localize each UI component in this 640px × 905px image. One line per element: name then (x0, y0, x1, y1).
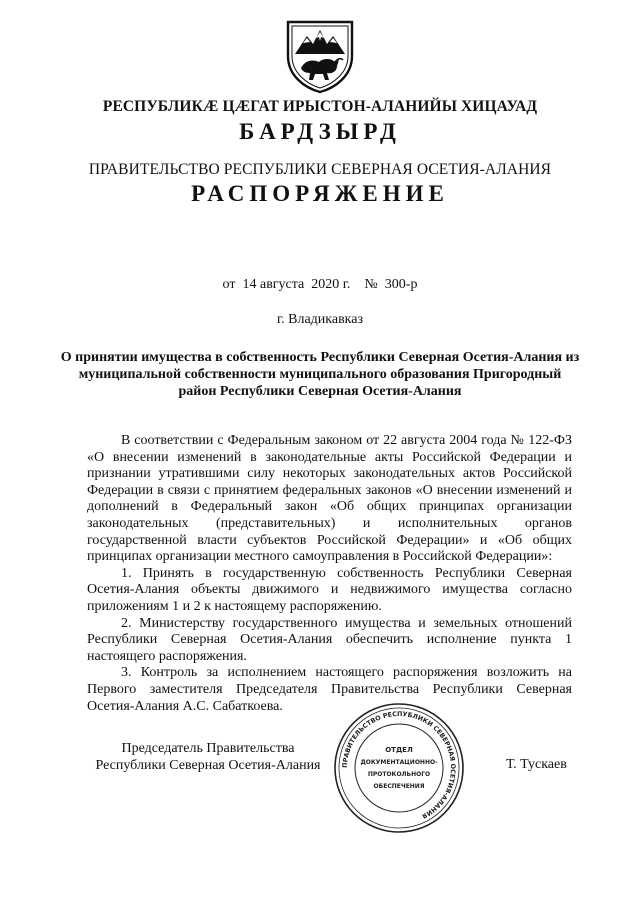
document-title: О принятии имущества в собственность Республики Северная Осетия-Алания из муниципальной собственности муниципального образования Пригородный район Республики Северная Осетия-Алания (60, 350, 580, 399)
russian-document-type: РАСПОРЯЖЕНИЕ (191, 181, 449, 206)
signatory-position (92, 740, 324, 774)
item-2-paragraph: 2. Министерству государственного имущества и земельных отношений Республики Северная Осетия-Алания обеспечить исполнение пункта 1 настоящего распоряжения. (87, 615, 572, 664)
coat-of-arms-emblem-icon (283, 16, 357, 94)
preamble-paragraph: В соответствии с Федеральным законом от 22 августа 2004 года № 122-ФЗ «О внесении изменений в законодательные акты Российской Федерации и признании утратившими силу некоторых законодательных актов Российской Федерации в связи с принятием федеральных законов «О внесении изменений и дополнений в Федеральный закон «Об общих принципах организации законодательных (представительных) и исполнительных органов государственной власти субъектов Российской Федерации» и «Об общих принципах организации местного самоуправления в Российской Федерации»: (87, 433, 572, 565)
seal-center-line-2: ДОКУМЕНТАЦИОННО- (360, 759, 438, 766)
seal-ring-text: ПРАВИТЕЛЬСТВО РЕСПУБЛИКИ СЕВЕРНАЯ ОСЕТИЯ-АЛАНИЯ (340, 709, 458, 821)
russian-government-heading: ПРАВИТЕЛЬСТВО РЕСПУБЛИКИ СЕВЕРНАЯ ОСЕТИЯ-АЛАНИЯ (88, 161, 552, 178)
official-seal-stamp (333, 702, 465, 834)
item-3-paragraph: 3. Контроль за исполнением настоящего распоряжения возложить на Первого заместителя Председателя Правительства Республики Северная Осетия-Алания А.С. Сабаткоева. (87, 665, 572, 714)
ossetian-government-heading: РЕСПУБЛИКӔ ЦӔГАТ ИРЫСТОН-АЛАНИЙЫ ХИЦАУАД (102, 98, 538, 115)
signatory-name: Т. Тускаев (506, 757, 567, 772)
document-date-number: от 14 августа 2020 г. № 300-р (222, 277, 418, 292)
signatory-position-line-2: Республики Северная Осетия-Алания (95, 758, 321, 773)
item-1-paragraph: 1. Принять в государственную собственность Республики Северная Осетия-Алания объекты движимого и недвижимого имущества согласно приложениям 1 и 2 к настоящему распоряжению. (87, 565, 572, 614)
document-city: г. Владикавказ (276, 312, 364, 327)
document-body (87, 433, 572, 715)
seal-center-line-1: ОТДЕЛ (385, 746, 413, 754)
seal-center-line-4: ОБЕСПЕЧЕНИЯ (373, 783, 425, 790)
signatory-position-line-1: Председатель Правительства (121, 741, 295, 756)
seal-center-line-3: ПРОТОКОЛЬНОГО (367, 771, 431, 778)
ossetian-document-type: БАРДЗЫРД (239, 119, 401, 144)
